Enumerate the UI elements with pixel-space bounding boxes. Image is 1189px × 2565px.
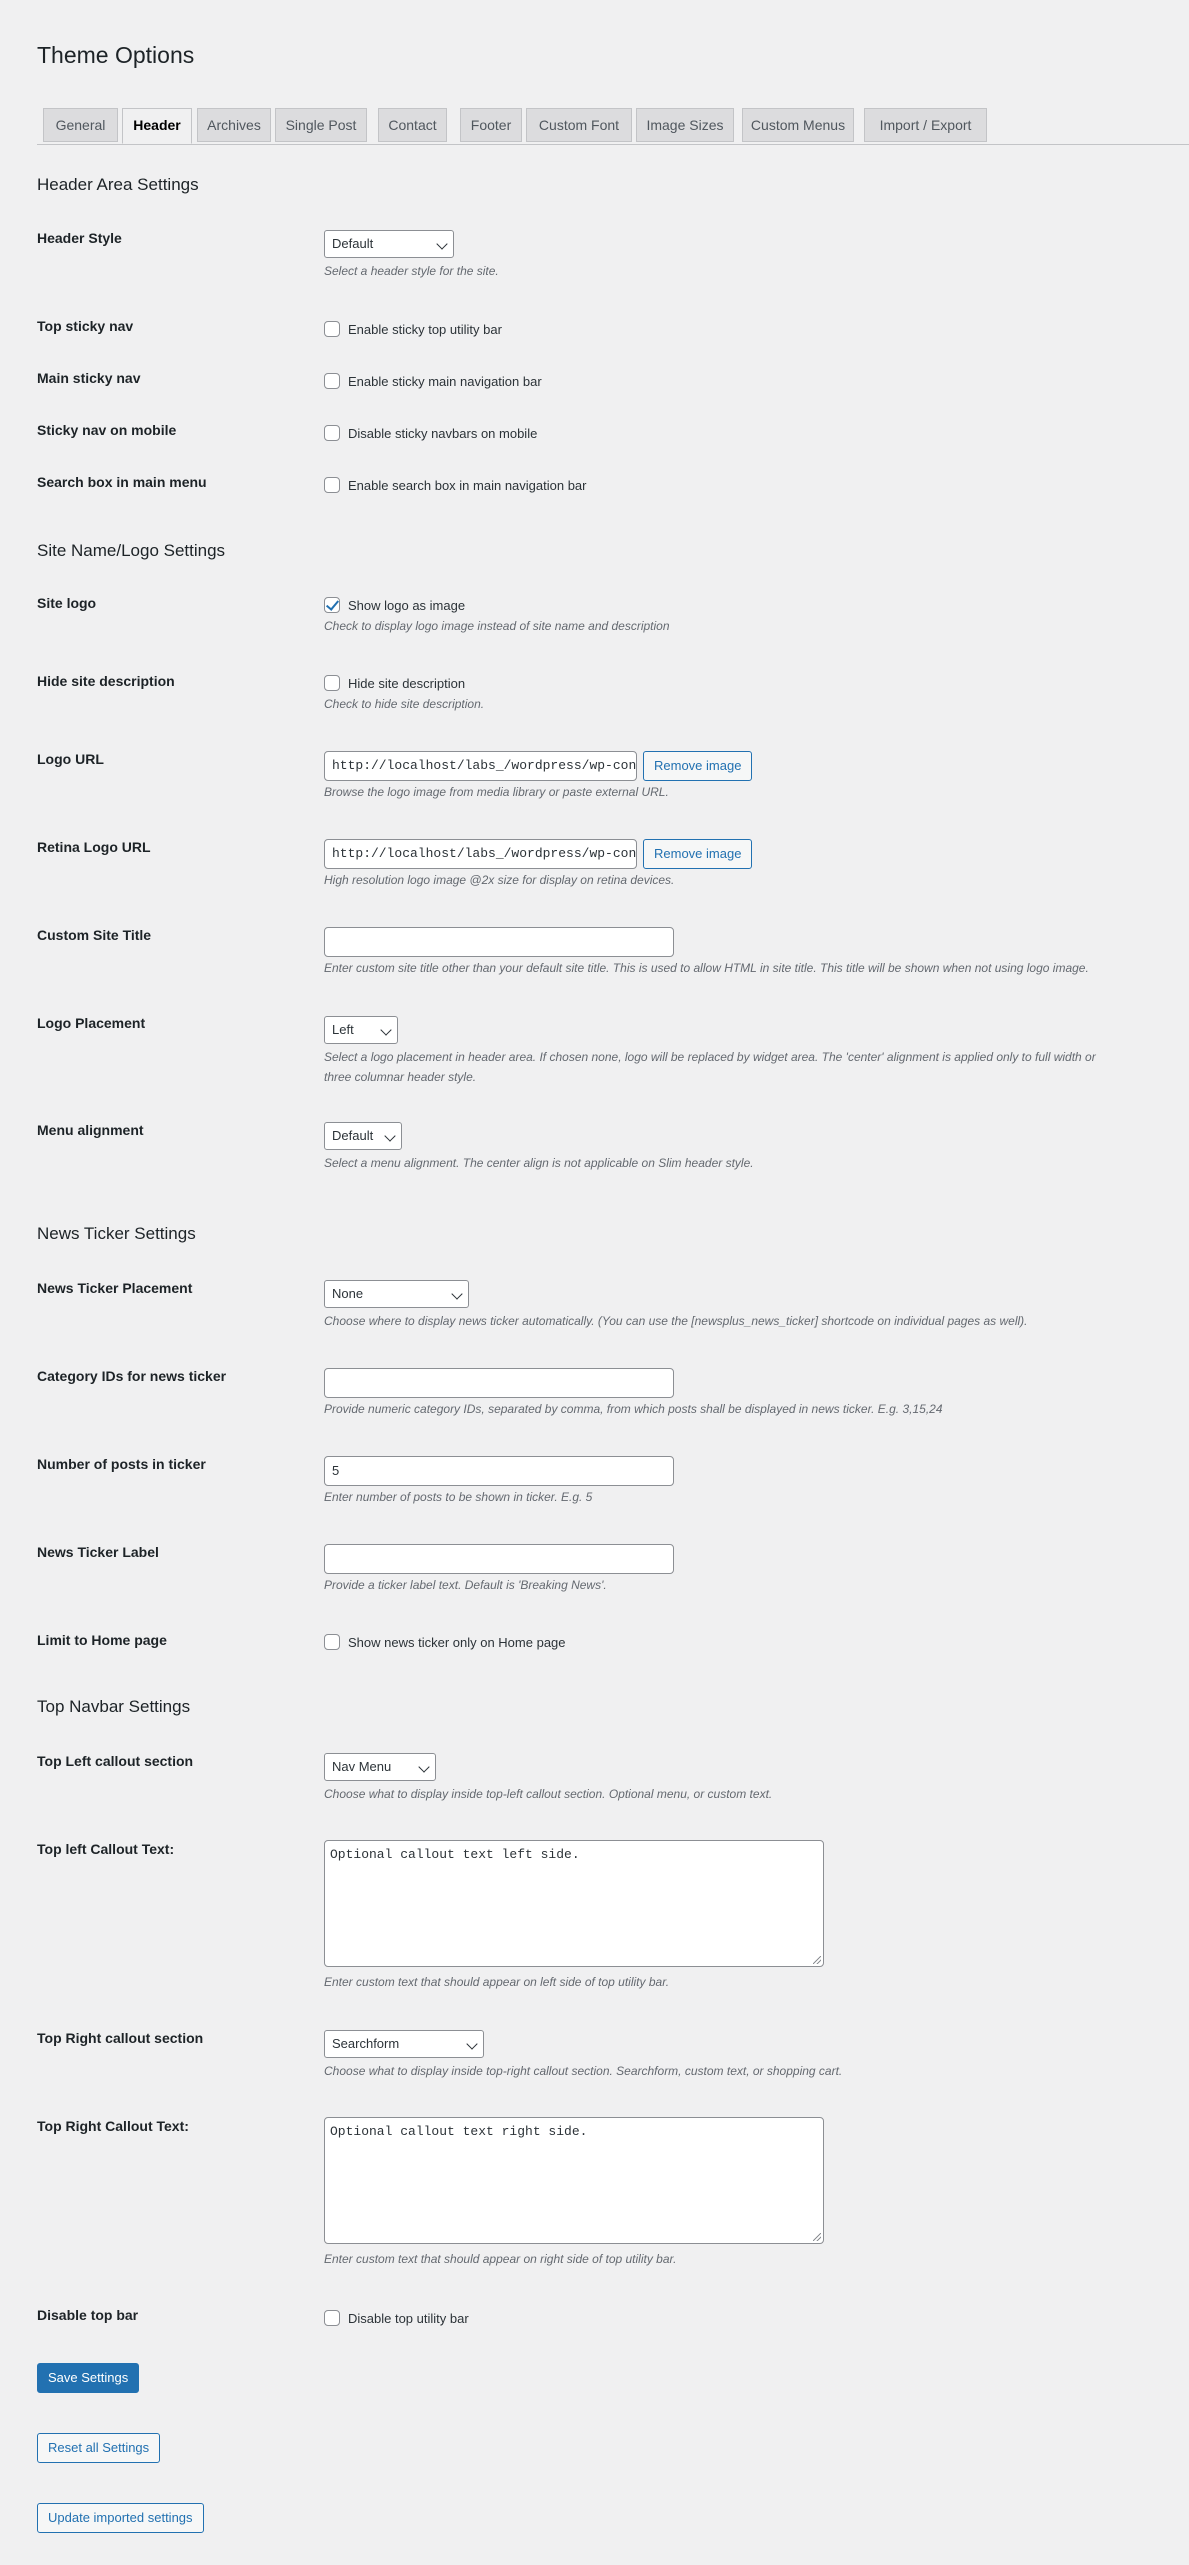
header-style-value: Default — [332, 236, 374, 251]
sticky-mobile-checkbox[interactable] — [324, 425, 340, 441]
top-sticky-nav-checkbox-label[interactable]: Enable sticky top utility bar — [348, 322, 502, 337]
retina-logo-url-label: Retina Logo URL — [37, 839, 151, 855]
chevron-down-icon — [418, 1761, 429, 1772]
ticker-label-desc: Provide a ticker label text. Default is 'Breaking News'. — [324, 1578, 607, 1592]
right-callout-section-select[interactable] — [324, 2030, 484, 2058]
logo-placement-desc-line-1: Select a logo placement in header area. If chosen none, logo will be replaced by widget area. The 'center' alignment is applied only to full width or — [324, 1050, 1096, 1064]
chevron-down-icon — [451, 1288, 462, 1299]
chevron-down-icon — [384, 1130, 395, 1141]
menu-alignment-label: Menu alignment — [37, 1122, 144, 1138]
right-callout-section-value: Searchform — [332, 2036, 400, 2051]
ticker-label-input[interactable] — [324, 1544, 674, 1574]
left-callout-text-desc: Enter custom text that should appear on left side of top utility bar. — [324, 1975, 670, 1989]
custom-site-title-input[interactable] — [324, 927, 674, 957]
main-sticky-nav-checkbox[interactable] — [324, 373, 340, 389]
hide-desc-desc: Check to hide site description. — [324, 697, 485, 711]
category-ids-label: Category IDs for news ticker — [37, 1368, 227, 1384]
logo-placement-select[interactable] — [324, 1016, 398, 1044]
logo-url-input[interactable]: http://localhost/labs_/wordpress/wp-con — [324, 751, 637, 781]
right-callout-section-label: Top Right callout section — [37, 2030, 204, 2046]
news-ticker-placement-value: None — [332, 1286, 364, 1301]
site-logo-label: Site logo — [37, 595, 97, 611]
tab-custom-menus[interactable]: Custom Menus — [742, 108, 854, 142]
remove-logo-button[interactable]: Remove image — [643, 751, 752, 781]
chevron-down-icon — [466, 2038, 477, 2049]
update-imported-settings-button[interactable]: Update imported settings — [37, 2503, 204, 2533]
ticker-label-label: News Ticker Label — [37, 1544, 159, 1560]
news-ticker-placement-desc: Choose where to display news ticker automatically. (You can use the [newsplus_news_ticker] shortcode on individual pages as well). — [324, 1314, 1028, 1328]
right-callout-section-desc: Choose what to display inside top-right callout section. Searchform, custom text, or shopping cart. — [324, 2064, 843, 2078]
left-callout-section-label: Top Left callout section — [37, 1753, 194, 1769]
main-sticky-nav-label: Main sticky nav — [37, 370, 141, 386]
disable-top-bar-label: Disable top bar — [37, 2307, 139, 2323]
limit-home-checkbox[interactable] — [324, 1634, 340, 1650]
right-callout-text-value: Optional callout text right side. — [330, 2124, 588, 2139]
left-callout-section-select[interactable] — [324, 1753, 436, 1781]
right-callout-textarea[interactable] — [324, 2117, 824, 2244]
remove-retina-logo-button[interactable]: Remove image — [643, 839, 752, 869]
hide-desc-label: Hide site description — [37, 673, 175, 689]
site-logo-checkbox-label[interactable]: Show logo as image — [348, 598, 466, 613]
logo-placement-label: Logo Placement — [37, 1015, 146, 1031]
num-posts-desc: Enter number of posts to be shown in ticker. E.g. 5 — [324, 1490, 593, 1504]
category-ids-input[interactable] — [324, 1368, 674, 1398]
save-settings-button[interactable]: Save Settings — [37, 2363, 139, 2393]
sticky-mobile-checkbox-label[interactable]: Disable sticky navbars on mobile — [348, 426, 538, 441]
tab-footer[interactable]: Footer — [460, 108, 522, 142]
tab-import-export[interactable]: Import / Export — [864, 108, 987, 142]
site-logo-checkbox[interactable] — [324, 597, 340, 613]
top-sticky-nav-checkbox[interactable] — [324, 321, 340, 337]
tab-image-sizes[interactable]: Image Sizes — [636, 108, 734, 142]
sticky-mobile-label: Sticky nav on mobile — [37, 422, 177, 438]
logo-url-label: Logo URL — [37, 751, 104, 767]
resize-grip-icon[interactable] — [813, 1956, 821, 1964]
logo-url-desc: Browse the logo image from media library or paste external URL. — [324, 785, 669, 799]
limit-home-checkbox-label[interactable]: Show news ticker only on Home page — [348, 1635, 566, 1650]
header-style-desc: Select a header style for the site. — [324, 264, 499, 278]
chevron-down-icon — [436, 238, 447, 249]
top-sticky-nav-label: Top sticky nav — [37, 318, 134, 334]
num-posts-input[interactable]: 5 — [324, 1456, 674, 1486]
tab-single-post[interactable]: Single Post — [275, 108, 367, 142]
tab-contact[interactable]: Contact — [378, 108, 447, 142]
limit-home-label: Limit to Home page — [37, 1632, 167, 1648]
top-navbar-heading: Top Navbar Settings — [37, 1697, 191, 1716]
news-ticker-placement-select[interactable] — [324, 1280, 469, 1308]
chevron-down-icon — [380, 1024, 391, 1035]
menu-alignment-select[interactable] — [324, 1122, 402, 1150]
disable-top-bar-checkbox-label[interactable]: Disable top utility bar — [348, 2311, 469, 2326]
header-style-label: Header Style — [37, 230, 122, 246]
hide-desc-checkbox[interactable] — [324, 675, 340, 691]
disable-top-bar-checkbox[interactable] — [324, 2310, 340, 2326]
menu-alignment-desc: Select a menu alignment. The center align is not applicable on Slim header style. — [324, 1156, 754, 1170]
custom-site-title-desc: Enter custom site title other than your default site title. This is used to allow HTML in site title. This title will be shown when not using logo image. — [324, 961, 1089, 975]
left-callout-section-desc: Choose what to display inside top-left callout section. Optional menu, or custom text. — [324, 1787, 773, 1801]
header-style-select[interactable] — [324, 230, 454, 258]
left-callout-section-value: Nav Menu — [332, 1759, 392, 1774]
right-callout-text-desc: Enter custom text that should appear on right side of top utility bar. — [324, 2252, 677, 2266]
tab-header[interactable]: Header — [122, 108, 192, 144]
num-posts-label: Number of posts in ticker — [37, 1456, 206, 1472]
reset-settings-button[interactable]: Reset all Settings — [37, 2433, 160, 2463]
hide-desc-checkbox-label[interactable]: Hide site description — [348, 676, 466, 691]
settings-tabs — [37, 108, 1189, 145]
site-logo-desc: Check to display logo image instead of site name and description — [324, 619, 670, 633]
main-sticky-nav-checkbox-label[interactable]: Enable sticky main navigation bar — [348, 374, 542, 389]
right-callout-text-label: Top Right Callout Text: — [37, 2118, 189, 2134]
logo-placement-desc-line-2: three columnar header style. — [324, 1070, 477, 1084]
search-box-checkbox[interactable] — [324, 477, 340, 493]
retina-logo-url-input[interactable]: http://localhost/labs_/wordpress/wp-con — [324, 839, 637, 869]
news-ticker-heading: News Ticker Settings — [37, 1224, 196, 1243]
site-logo-heading: Site Name/Logo Settings — [37, 541, 226, 560]
tab-general[interactable]: General — [43, 108, 118, 142]
menu-alignment-value: Default — [332, 1128, 374, 1143]
header-area-heading: Header Area Settings — [37, 175, 199, 194]
tab-custom-font[interactable]: Custom Font — [526, 108, 632, 142]
resize-grip-icon[interactable] — [813, 2233, 821, 2241]
tab-archives[interactable]: Archives — [197, 108, 271, 142]
category-ids-desc: Provide numeric category IDs, separated by comma, from which posts shall be displayed in news ticker. E.g. 3,15,24 — [324, 1402, 943, 1416]
theme-options-page — [37, 0, 1189, 2565]
search-box-checkbox-label[interactable]: Enable search box in main navigation bar — [348, 478, 587, 493]
search-box-label: Search box in main menu — [37, 474, 207, 490]
left-callout-text-label: Top left Callout Text: — [37, 1841, 175, 1857]
left-callout-text-value: Optional callout text left side. — [330, 1847, 580, 1862]
retina-logo-url-desc: High resolution logo image @2x size for display on retina devices. — [324, 873, 675, 887]
custom-site-title-label: Custom Site Title — [37, 927, 152, 943]
page-title: Theme Options — [37, 42, 195, 68]
news-ticker-placement-label: News Ticker Placement — [37, 1280, 193, 1296]
logo-placement-value: Left — [332, 1022, 354, 1037]
left-callout-textarea[interactable] — [324, 1840, 824, 1967]
